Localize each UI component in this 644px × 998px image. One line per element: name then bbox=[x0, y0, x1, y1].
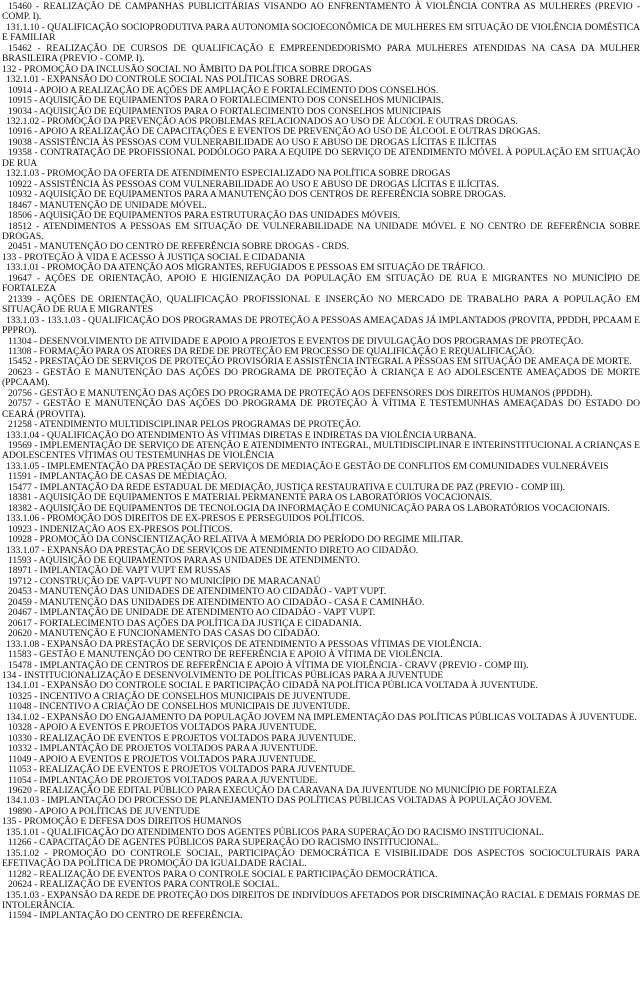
action-item: 11583 - GESTÃO E MANUTENÇÃO DO CENTRO DE REFERÊNCIA E APOIO À VÍTIMA DE VIOLÊNCIA. bbox=[8, 649, 443, 661]
initiative-item: 133.1.08 - EXPANSÃO DA PRESTAÇÃO DE SERVIÇOS DE ATENDIMENTO A PESSOAS VÍTIMAS DE VIOLÊNCIA. bbox=[6, 638, 482, 650]
action-item: 19620 - REALIZAÇÃO DE EDITAL PÚBLICO PARA EXECUÇÃO DA CARAVANA DA JUVENTUDE NO MUNICÍPIO DE FORTALEZA bbox=[8, 784, 558, 796]
action-item: 11594 - IMPLANTAÇÃO DO CENTRO DE REFERÊNCIA. bbox=[8, 910, 243, 922]
action-item: 20467 - IMPLANTAÇÃO DE UNIDADE DE ATENDIMENTO AO CIDADÃO - VAPT VUPT. bbox=[8, 607, 376, 619]
initiative-item: 134.1.01 - EXPANSÃO DO CONTROLE SOCIAL E PARTICIPAÇÃO CIDADÃ NA POLÍTICA PÚBLICA VOLTADA À JUVENTUDE. bbox=[6, 680, 538, 692]
program-heading: 132 - PROMOÇÃO DA INCLUSÃO SOCIAL NO ÂMBITO DA POLÍTICA SOBRE DROGAS bbox=[2, 63, 372, 75]
initiative-item: 131.1.10 - QUALIFICAÇÃO SOCIOPRODUTIVA PARA AUTONOMIA SOCIOECONÔMICA DE MULHERES EM SITUAÇÃO DE VIOLÊNCIA DOMÉSTICA E FAMILIAR bbox=[2, 21, 640, 44]
program-heading: 133 - PROTEÇÃO À VIDA E ACESSO À JUSTIÇA SOCIAL E CIDADANIA bbox=[2, 251, 306, 263]
initiative-item: 133.1.06 - PROMOÇÃO DOS DIREITOS DE EX-PRESOS E PERSEGUIDOS POLÍTICOS. bbox=[6, 513, 365, 525]
action-item: 19569 - IMPLEMENTAÇÃO DE SERVIÇO DE ATENÇÃO E ATENDIMENTO INTEGRAL, MULTIDISCIPLINAR E INTERINSTITUCIONAL A CRIANÇAS E ADOLESCENTES VÍTIMAS OU TESTEMUNHAS DE VIOLÊNCIA bbox=[2, 440, 640, 462]
program-heading: 134 - INSTITUCIONALIZAÇÃO E DESENVOLVIMENTO DE POLÍTICAS PÚBLICAS PARA A JUVENTUDE bbox=[2, 670, 444, 681]
initiative-item: 134.1.03 - IMPLANTAÇÃO DO PROCESSO DE PLANEJAMENTO DAS POLÍTICAS PÚBLICAS VOLTADAS À POPULAÇÃO JOVEM. bbox=[6, 795, 552, 807]
initiative-item: 135.1.01 - QUALIFICAÇÃO DO ATENDIMENTO DOS AGENTES PÚBLICOS PARA SUPERAÇÃO DO RACISMO INSTITUCIONAL. bbox=[6, 826, 544, 838]
action-item: 15478 - IMPLANTAÇÃO DE CENTROS DE REFERÊNCIA E APOIO À VÍTIMA DE VIOLÊNCIA - CRAVV (PREVIO - COMP III). bbox=[8, 659, 529, 671]
program-heading: 135 - PROMOÇÃO E DEFESA DOS DIREITOS HUMANOS bbox=[2, 816, 242, 828]
action-item: 10325 - INCENTIVO A CRIAÇÃO DE CONSELHOS MUNICIPAIS DE JUVENTUDE. bbox=[8, 690, 351, 702]
action-item: 18382 - AQUISIÇÃO DE EQUIPAMENTOS DE TECNOLOGIA DA INFORMAÇÃO E COMUNICAÇÃO PARA OS LABORATÓRIOS VOCACIONAIS. bbox=[8, 502, 610, 514]
action-item: 20451 - MANUTENÇÃO DO CENTRO DE REFERÊNCIA SOBRE DROGAS - CRDS. bbox=[8, 241, 349, 253]
action-item: 15477 - IMPLANTAÇÃO DA REDE ESTADUAL DE MEDIAÇÃO, JUSTIÇA RESTAURATIVA E CULTURA DE PAZ (PREVIO - COMP III). bbox=[8, 481, 566, 493]
initiative-item: 133.1.03 - 133.1.03 - QUALIFICAÇÃO DOS PROGRAMAS DE PROTEÇÃO A PESSOAS AMEAÇADAS JÁ IMPLANTADOS (PROVITA, PPDDH, PPCAAM E PPPRO). bbox=[2, 314, 640, 337]
initiative-item: 135.1.02 - PROMOÇÃO DO CONTROLE SOCIAL, PARTICIPAÇÃO DEMOCRÁTICA E VISIBILIDADE DOS ASPECTOS SOCIOCULTURAIS PARA EFETIVAÇÃO DA POLÍTICA DE PROMOÇÃO DA IGUALDADE RACIAL. bbox=[2, 847, 640, 870]
initiative-item: 133.1.05 - IMPLEMENTAÇÃO DA PRESTAÇÃO DE SERVIÇOS DE MEDIAÇÃO E GESTÃO DE CONFLITOS EM COMUNIDADES VULNERÁVEIS bbox=[6, 460, 609, 472]
action-item: 11308 - FORMAÇÃO PARA OS ATORES DA REDE DE PROTEÇÃO EM PROCESSO DE QUALIFICAÇÃO E REQUALIFICAÇÃO. bbox=[8, 345, 535, 357]
action-item: 18467 - MANUTENÇÃO DE UNIDADE MÓVEL. bbox=[8, 199, 207, 211]
action-item: 21339 - AÇÕES DE ORIENTAÇÃO, QUALIFICAÇÃO PROFISSIONAL E INSERÇÃO NO MERCADO DE TRABALHO PARA A POPULAÇÃO EM SITUAÇÃO DE RUA E MIGRANTES bbox=[2, 293, 640, 316]
action-item: 11266 - CAPACITAÇÃO DE AGENTES PÚBLICOS PARA SUPERAÇÃO DO RACISMO INSTITUCIONAL. bbox=[8, 837, 439, 849]
action-item: 15460 - REALIZAÇÃO DE CAMPANHAS PUBLICITÁRIAS VISANDO AO ENFRENTAMENTO À VIOLÊNCIA CONTRA AS MULHERES (PREVIO - COMP. I). bbox=[2, 1, 640, 23]
action-item: 11591 - IMPLANTAÇÃO DE CASAS DE MEDIAÇÃO. bbox=[8, 471, 227, 483]
action-item: 11282 - REALIZAÇÃO DE EVENTOS PARA O CONTROLE SOCIAL E PARTICIPAÇÃO DEMOCRÁTICA. bbox=[8, 868, 438, 880]
action-item: 11053 - REALIZAÇÃO DE EVENTOS E PROJETOS VOLTADOS PARA JUVENTUDE. bbox=[8, 764, 356, 776]
action-item: 10328 - APOIO A EVENTOS E PROJETOS VOLTADOS PARA JUVENTUDE. bbox=[8, 722, 317, 734]
document-body bbox=[2, 2, 640, 922]
action-item: 19890 - APOIO A POLÍTICAS DE JUVENTUDE bbox=[8, 805, 201, 817]
action-item: 20624 - REALIZAÇÃO DE EVENTOS PARA CONTROLE SOCIAL. bbox=[8, 879, 280, 891]
action-item: 10928 - PROMOÇÃO DA CONSCIENTIZAÇÃO RELATIVA À MEMÓRIA DO PERÍODO DO REGIME MILITAR. bbox=[8, 534, 464, 546]
action-item: 10923 - INDENIZAÇÃO AOS EX-PRESOS POLÍTICOS. bbox=[8, 523, 233, 535]
initiative-item: 133.1.04 - QUALIFICAÇÃO DO ATENDIMENTO ÀS VÍTIMAS DIRETAS E INDIRETAS DA VIOLÊNCIA URBANA. bbox=[6, 429, 477, 441]
action-item: 20756 - GESTÃO E MANUTENÇÃO DAS AÇÕES DO PROGRAMA DE PROTEÇÃO AOS DEFENSORES DOS DIREITOS HUMANOS (PPDDH). bbox=[8, 387, 593, 399]
action-item: 21258 - ATENDIMENTO MULTIDISCIPLINAR PELOS PROGRAMAS DE PROTEÇÃO. bbox=[8, 419, 361, 431]
initiative-item: 132.1.01 - EXPANSÃO DO CONTROLE SOCIAL NAS POLÍTICAS SOBRE DROGAS. bbox=[6, 74, 352, 86]
initiative-item: 132.1.03 - PROMOÇÃO DA OFERTA DE ATENDIMENTO ESPECIALIZADO NA POLÍTICA SOBRE DROGAS bbox=[6, 168, 451, 180]
initiative-item: 135.1.03 - EXPANSÃO DA REDE DE PROTEÇÃO DOS DIREITOS DE INDIVÍDUOS AFETADOS POR DISCRIMINAÇÃO RACIAL E DEMAIS FORMAS DE INTOLERÂNCIA. bbox=[2, 889, 640, 911]
action-item: 19038 - ASSISTÊNCIA ÀS PESSOAS COM VULNERABILIDADE AO USO E ABUSO DE DROGAS LÍCITAS E ILÍCITAS bbox=[8, 136, 497, 148]
action-item: 20459 - MANUTENÇÃO DAS UNIDADES DE ATENDIMENTO AO CIDADÃO - CASA E CAMINHÃO. bbox=[8, 596, 425, 608]
action-item: 18512 - ATENDIMENTOS A PESSOAS EM SITUAÇÃO DE VULNERABILIDADE NA UNIDADE MÓVEL E NO CENTRO DE REFERÊNCIA SOBRE DROGAS. bbox=[2, 220, 640, 242]
action-item: 11304 - DESENVOLVIMENTO DE ATIVIDADE E APOIO A PROJETOS E EVENTOS DE DIVULGAÇÃO DOS PROGRAMAS DE PROTEÇÃO. bbox=[8, 335, 584, 347]
action-item: 10332 - IMPLANTAÇÃO DE PROJETOS VOLTADOS PARA A JUVENTUDE. bbox=[8, 743, 318, 755]
action-item: 20757 - GESTÃO E MANUTENÇÃO DAS AÇÕES DO PROGRAMA DE PROTEÇÃO À VÍTIMA E TESTEMUNHAS AMEAÇADAS DO ESTADO DO CEARÁ (PROVITA). bbox=[2, 398, 640, 420]
action-item: 20620 - MANUTENÇÃO E FUNCIONAMENTO DAS CASAS DO CIDADÃO. bbox=[8, 628, 320, 640]
action-item: 18971 - IMPLANTAÇÃO DE VAPT VUPT EM RUSSAS bbox=[8, 565, 231, 577]
action-item: 15452 - PRESTAÇÃO DE SERVIÇOS DE PROTEÇÃO PROVISÓRIA E ASSISTÊNCIA INTEGRAL A PESSOAS EM SITUAÇÃO DE AMEAÇA DE MORTE. bbox=[8, 356, 632, 368]
action-item: 19034 - AQUISIÇÃO DE EQUIPAMENTOS PARA O FORTALECIMENTO DOS CONSELHOS MUNICIPAIS bbox=[8, 105, 442, 117]
action-item: 15462 - REALIZAÇÃO DE CURSOS DE QUALIFICAÇÃO E EMPREENDEDORISMO PARA MULHERES ATENDIDAS NA CASA DA MULHER BRASILEIRA (PREVIO - COMP. I). bbox=[2, 42, 640, 65]
action-item: 20617 - FORTALECIMENTO DAS AÇÕES DA POLÍTICA DA JUSTIÇA E CIDADANIA. bbox=[8, 617, 362, 629]
initiative-item: 133.1.07 - EXPANSÃO DA PRESTAÇÃO DE SERVIÇOS DE ATENDIMENTO DIRETO AO CIDADÃO. bbox=[6, 544, 419, 556]
action-item: 10932 - AQUISIÇÃO DE EQUIPAMENTOS PARA A MANUTENÇÃO DOS CENTROS DE REFERÊNCIA SOBRE DROGAS. bbox=[8, 189, 506, 201]
action-item: 19647 - AÇÕES DE ORIENTAÇÃO, APOIO E HIGIENIZAÇÃO DA POPULAÇÃO EM SITUAÇÃO DE RUA E MIGRANTES NO MUNICÍPIO DE FORTALEZA bbox=[2, 272, 640, 295]
initiative-item: 132.1.02 - PROMOÇÃO DA PREVENÇÃO AOS PROBLEMAS RELACIONADOS AO USO DE ÁLCOOL E OUTRAS DROGAS. bbox=[6, 115, 518, 127]
action-item: 10922 - ASSISTÊNCIA ÀS PESSOAS COM VULNERABILIDADE AO USO E ABUSO DE DROGAS LÍCITAS E ILÍCITAS. bbox=[8, 178, 499, 190]
action-item: 20623 - GESTÃO E MANUTENÇÃO DAS AÇÕES DO PROGRAMA DE PROTEÇÃO À CRIANÇA E AO ADOLESCENTE AMEAÇADOS DE MORTE (PPCAAM). bbox=[2, 366, 640, 389]
action-item: 10916 - APOIO A REALIZAÇÃO DE CAPACITAÇÕES E EVENTOS DE PREVENÇÃO AO USO DE ÁLCOOL E OUTRAS DROGAS. bbox=[8, 126, 541, 138]
action-item: 19358 - CONTRATAÇÃO DE PROFISSIONAL PODÓLOGO PARA A EQUIPE DO SERVIÇO DE ATENDIMENTO MÓVEL À POPULAÇÃO EM SITUAÇÃO DE RUA bbox=[2, 147, 640, 169]
action-item: 11593 - AQUISIÇÃO DE EQUIPAMENTOS PARA AS UNIDADES DE ATENDIMENTO. bbox=[8, 555, 360, 567]
action-item: 11054 - IMPLANTAÇÃO DE PROJETOS VOLTADOS PARA A JUVENTUDE. bbox=[8, 774, 318, 786]
action-item: 18381 - AQUISIÇÃO DE EQUIPAMENTOS E MATERIAL PERMANENTE PARA OS LABORATÓRIOS VOCACIONAIS. bbox=[8, 492, 492, 504]
action-item: 10330 - REALIZAÇÃO DE EVENTOS E PROJETOS VOLTADOS PARA JUVENTUDE. bbox=[8, 732, 356, 744]
action-item: 10914 - APOIO A REALIZAÇÃO DE AÇÕES DE AMPLIAÇÃO E FORTALECIMENTO DOS CONSELHOS. bbox=[8, 84, 439, 96]
action-item: 11049 - APOIO A EVENTOS E PROJETOS VOLTADOS PARA JUVENTUDE. bbox=[8, 753, 317, 765]
action-item: 10915 - AQUISIÇÃO DE EQUIPAMENTOS PARA O FORTALECIMENTO DOS CONSELHOS MUNICIPAIS. bbox=[8, 95, 444, 107]
action-item: 11048 - INCENTIVO A CRIAÇÃO DE CONSELHOS MUNICIPAIS DE JUVENTUDE. bbox=[8, 701, 350, 713]
action-item: 20453 - MANUTENÇÃO DAS UNIDADES DE ATENDIMENTO AO CIDADÃO - VAPT VUPT. bbox=[8, 586, 387, 598]
action-item: 18506 - AQUISIÇÃO DE EQUIPAMENTOS PARA ESTRUTURAÇÃO DAS UNIDADES MÓVEIS. bbox=[8, 210, 401, 222]
action-item: 19712 - CONSTRUÇÃO DE VAPT-VUPT NO MUNICÍPIO DE MARACANAÚ bbox=[8, 575, 321, 587]
initiative-item: 133.1.01 - PROMOÇÃO DA ATENÇÃO AOS MIGRANTES, REFUGIADOS E PESSOAS EM SITUAÇÃO DE TRÁFICO. bbox=[6, 262, 486, 274]
initiative-item: 134.1.02 - EXPANSÃO DO ENGAJAMENTO DA POPULAÇÃO JOVEM NA IMPLEMENTAÇÃO DAS POLÍTICAS PÚBLICAS VOLTADAS À JUVENTUDE. bbox=[6, 711, 637, 723]
